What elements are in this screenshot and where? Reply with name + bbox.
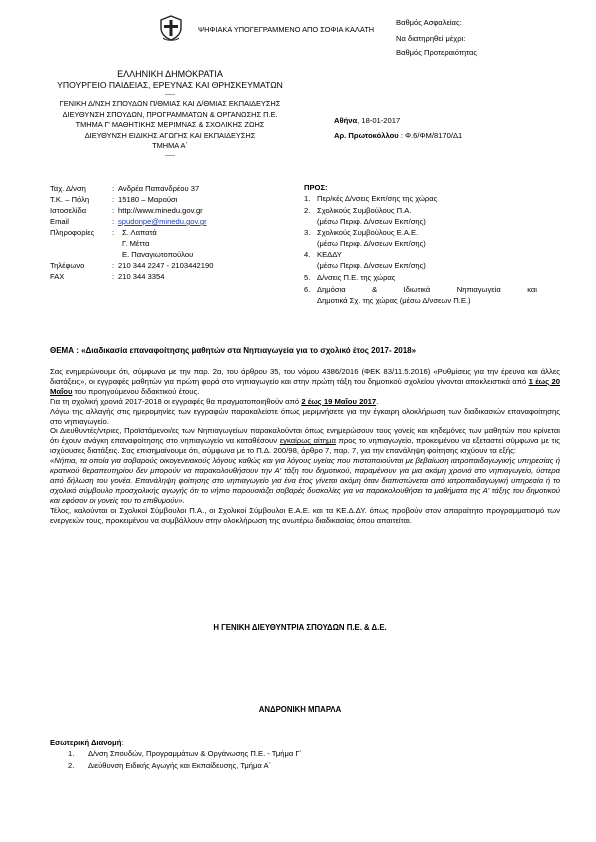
recipient-number: 4. [304,250,311,259]
signatory-title: Η ΓΕΝΙΚΗ ΔΙΕΥΘΥΝΤΡΙΑ ΣΠΟΥΔΩΝ Π.Ε. & Δ.Ε. [213,623,387,632]
website-link[interactable]: http://www.minedu.gov.gr [118,206,203,215]
date-label: Αθήνα [334,116,358,125]
letter-body [50,367,560,526]
recipient-line: (μέσω Περιφ. Δ/νσεων Εκπ/σης) [317,261,426,270]
paragraph-text: του προηγούμενου διδακτικού έτους. [74,386,200,396]
recipient-number: 3. [304,228,311,237]
registration-dates-2017: 2 έως 19 Μαΐου 2017 [301,396,377,406]
recipients-block [304,183,539,307]
subject-line: ΘΕΜΑ : «Διαδικασία επαναφοίτησης μαθητών στα Νηπιαγωγεία για το σχολικό έτος 2017- 2018» [50,346,417,355]
ministry-title: ΥΠΟΥΡΓΕΙΟ ΠΑΙΔΕΙΑΣ, ΕΡΕΥΝΑΣ ΚΑΙ ΘΡΗΣΚΕΥΜΑΤΩΝ [57,80,283,90]
email-link[interactable]: spudonpe@minedu.gov.gr [118,217,207,226]
dept-line: ΔΙΕΥΘΥΝΣΗ ΣΠΟΥΔΩΝ, ΠΡΟΓΡΑΜΜΑΤΩΝ & ΟΡΓΑΝΩΣΗΣ Π.Ε. [62,109,278,119]
contact-key: Email [50,217,69,226]
signatory-name: ΑΝΔΡΟΝΙΚΗ ΜΠΑΡΛΑ [258,705,342,714]
quoted-decree: «Νήπια, τα οποία για σοβαρούς οικογενειακούς λόγους καθώς και για λόγους υγείας που πιστοποιούνται με βεβαίωση ιατροπαιδαγωγικής υπηρεσίας ή κρατικού θεραπευτηρίου δεν μπορούν να παρακολουθήσουν την Α' τάξη του δημοτικού, παραμένουν για μια ακόμη χρονιά στο νηπιαγωγείο, ύστερα από δήλωση του γονέα. Επανάληψη φοίτησης στο νηπιαγωγείο για ένα έτος γίνεται ακόμη όταν διαπιστώνεται από ιατροπαιδαγωγική υπηρεσία ή το σχολικό σύμβουλο προσχολικής αγωγής ότι το νήπιο παρουσιάζει σοβαρές δυσκολίες για να παρακολουθήσει τα μαθήματα της Α' τάξης του δημοτικού και εφόσον οι γονείς του το επιθυμούν». [50,456,560,505]
info-person: Σ. Λαπατά [122,228,157,237]
paragraph-text: Για τη σχολική χρονιά 2017-2018 οι εγγραφές θα πραγματοποιηθούν από [50,396,300,406]
paragraph [50,397,560,407]
recipient-line: Δ/νσεις Π.Ε. της χώρας [317,273,396,282]
recipient-line: Δημοτικά Σχ. της χώρας (μέσω Δ/νσεων Π.Ε.) [317,296,471,305]
recipient-number: 5. [304,273,311,282]
recipient-line: Δημόσια & Ιδιωτικά Νηπιαγωγεία και [317,285,537,294]
info-person: Ε. Παναγιωτοπούλου [122,250,194,259]
protocol-line [334,131,462,140]
contact-block: Ταχ. Δ/νση : Ανδρέα Παπανδρέου 37 Τ.Κ. – Πόλη : 15180 – Μαρούσι Ιστοσελίδα : http://www.minedu.gov.gr Email : spudonpe@minedu.gov.gr Πληροφορίες : Σ. Λαπατά Γ. Μέττα Ε. Παναγιωτοπούλου Τηλέφωνο : 210 344 2247 - 2103442190 FAX : 210 344 3354 [50,184,214,281]
dept-line: ΤΜΗΜΑ Α΄ [152,141,188,150]
paragraph: Λόγω της αλλαγής στις ημερομηνίες των εγγραφών παρακαλείστε όπως μεριμνήσετε για την έγκαιρη ολοκλήρωση των διαδικασιών επαναφοίτησης στο νηπιαγωγείο. [50,406,560,426]
internal-item: Διεύθυνση Ειδικής Αγωγής και Εκπαίδευσης, Τμήμα Α΄ [88,761,272,770]
contact-key: Ιστοσελίδα [50,206,87,215]
keep-until-label: Να διατηρηθεί μέχρι: [396,34,466,43]
recipient-number: 2. [304,206,311,215]
protocol-label: Αρ. Πρωτοκόλλου [334,131,399,140]
recipient-line: Σχολικούς Συμβούλους Π.Α. [317,206,412,215]
ministry-block [50,69,290,160]
dept-line: ΤΜΗΜΑ Γ' ΜΑΘΗΤΙΚΗΣ ΜΕΡΙΜΝΑΣ & ΣΧΟΛΙΚΗΣ ΖΩΗΣ [75,120,265,129]
contact-value: 15180 – Μαρούσι [118,195,178,204]
paragraph [50,426,560,456]
digital-signature-line: ΨΗΦΙΑΚΑ ΥΠΟΓΕΓΡΑΜΜΕΝΟ ΑΠΟ ΣΟΦΙΑ ΚΑΛΑΤΗ [198,25,375,34]
internal-number: 1. [68,749,75,758]
internal-number: 2. [68,761,75,770]
recipient-line: Σχολικούς Συμβούλους Ε.Α.Ε. [317,228,419,237]
date-value: , 18-01-2017 [357,116,401,125]
contact-key: FAX [50,272,65,281]
internal-title: Εσωτερική Διανομή [50,738,122,747]
internal-distribution [50,738,302,773]
paragraph-text: . [376,396,379,406]
internal-item: Δ/νση Σπουδών, Προγραμμάτων & Οργάνωσης Π.Ε. - Τμήμα Γ΄ [88,749,303,758]
protocol-value: : Φ.6/ΦΜ/8170/Δ1 [400,131,463,140]
recipient-number: 1. [304,194,311,203]
contact-key: Τηλέφωνο [50,261,85,270]
separator: ----- [165,92,175,98]
paragraph [50,367,560,397]
date-line [334,116,400,125]
recipients-title: ΠΡΟΣ: [304,183,328,192]
contact-key: Τ.Κ. – Πόλη [50,195,90,204]
recipient-line: Περ/κές Δ/νσεις Εκπ/σης της χώρας [317,194,438,203]
dept-line: ΔΙΕΥΘΥΝΣΗ ΕΙΔΙΚΗΣ ΑΓΩΓΗΣ ΚΑΙ ΕΚΠΑΙΔΕΥΣΗΣ [84,130,256,140]
registration-period: 1 έως 20 Μαΐου [50,376,561,396]
paragraph-text: προς το νηπιαγωγείο, προκειμένου να εξεταστεί σύμφωνα με τις ισχύουσες διατάξεις. Σας επισημαίνουμε ότι, σύμφωνα με το Π.Δ. 200/98, άρθρο 7, παρ. 7, για την επανάληψη φοίτησης ισχύουν τα εξής: [50,436,561,456]
internal-colon: : [121,738,124,747]
contact-key: Πληροφορίες [50,228,95,237]
contact-key: Ταχ. Δ/νση [50,184,86,193]
separator: ----- [165,152,175,159]
greek-emblem-icon [159,14,183,42]
priority-degree-label: Βαθμός Προτεραιότητας [396,48,478,57]
paragraph-text: Οι Διευθυντές/ντριες, Προϊστάμενοι/ες των Νηπιαγωγείων παρακαλούνται όπως ενημερώσουν τους γονείς και κηδεμόνες των μαθητών που κρίνεται ότι έχουν ανάγκη επαναφοίτησης στο νηπιαγωγείο να καταθέσουν [50,426,560,446]
security-degree-label: Βαθμός Ασφαλείας: [396,18,462,27]
contact-value: 210 344 3354 [118,272,165,281]
timely-request: εγκαίρως αίτημα [279,436,336,446]
dept-line: ΓΕΝΙΚΗ Δ/ΝΣΗ ΣΠΟΥΔΩΝ Π/ΘΜΙΑΣ ΚΑΙ Δ/ΘΜΙΑΣ ΕΚΠΑΙΔΕΥΣΗΣ [59,99,281,108]
recipient-line: (μέσω Περιφ. Δ/νσεων Εκπ/σης) [317,239,426,248]
contact-value: 210 344 2247 - 2103442190 [118,261,214,270]
info-person: Γ. Μέττα [122,239,150,248]
recipient-line: (μέσω Περιφ. Δ/νσεων Εκπ/σης) [317,217,426,226]
recipient-line: ΚΕΔΔΥ [317,250,342,259]
paragraph-text: Σας ενημερώνουμε ότι, σύμφωνα με την παρ. 2α, του άρθρου 35, του νόμου 4386/2016 (ΦΕΚ 83/11.5.2016) «Ρυθμίσεις για την έρευνα και άλλες διατάξεις», οι εγγραφές μαθητών για πρώτη φορά στο νηπιαγωγείο και στην πρώτη τάξη του δημοτικού σχολείου γίνονται αποκλειστικά από [50,367,560,386]
contact-value: Ανδρέα Παπανδρέου 37 [118,184,200,193]
recipient-number: 6. [304,285,311,294]
country-title: ΕΛΛΗΝΙΚΗ ΔΗΜΟΚΡΑΤΙΑ [117,69,223,79]
paragraph: Τέλος, καλούνται οι Σχολικοί Σύμβουλοι Π.Α., οι Σχολικοί Σύμβουλοι Ε.Α.Ε. και τα ΚΕ.Δ.ΔΥ. όπως προβούν στον απαραίτητο προγραμματισμό των ενεργειών τους, προκειμένου να συμβάλλουν στην ολοκλήρωση της ανωτέρω διαδικασίας όπου απαιτείται. [50,505,560,525]
